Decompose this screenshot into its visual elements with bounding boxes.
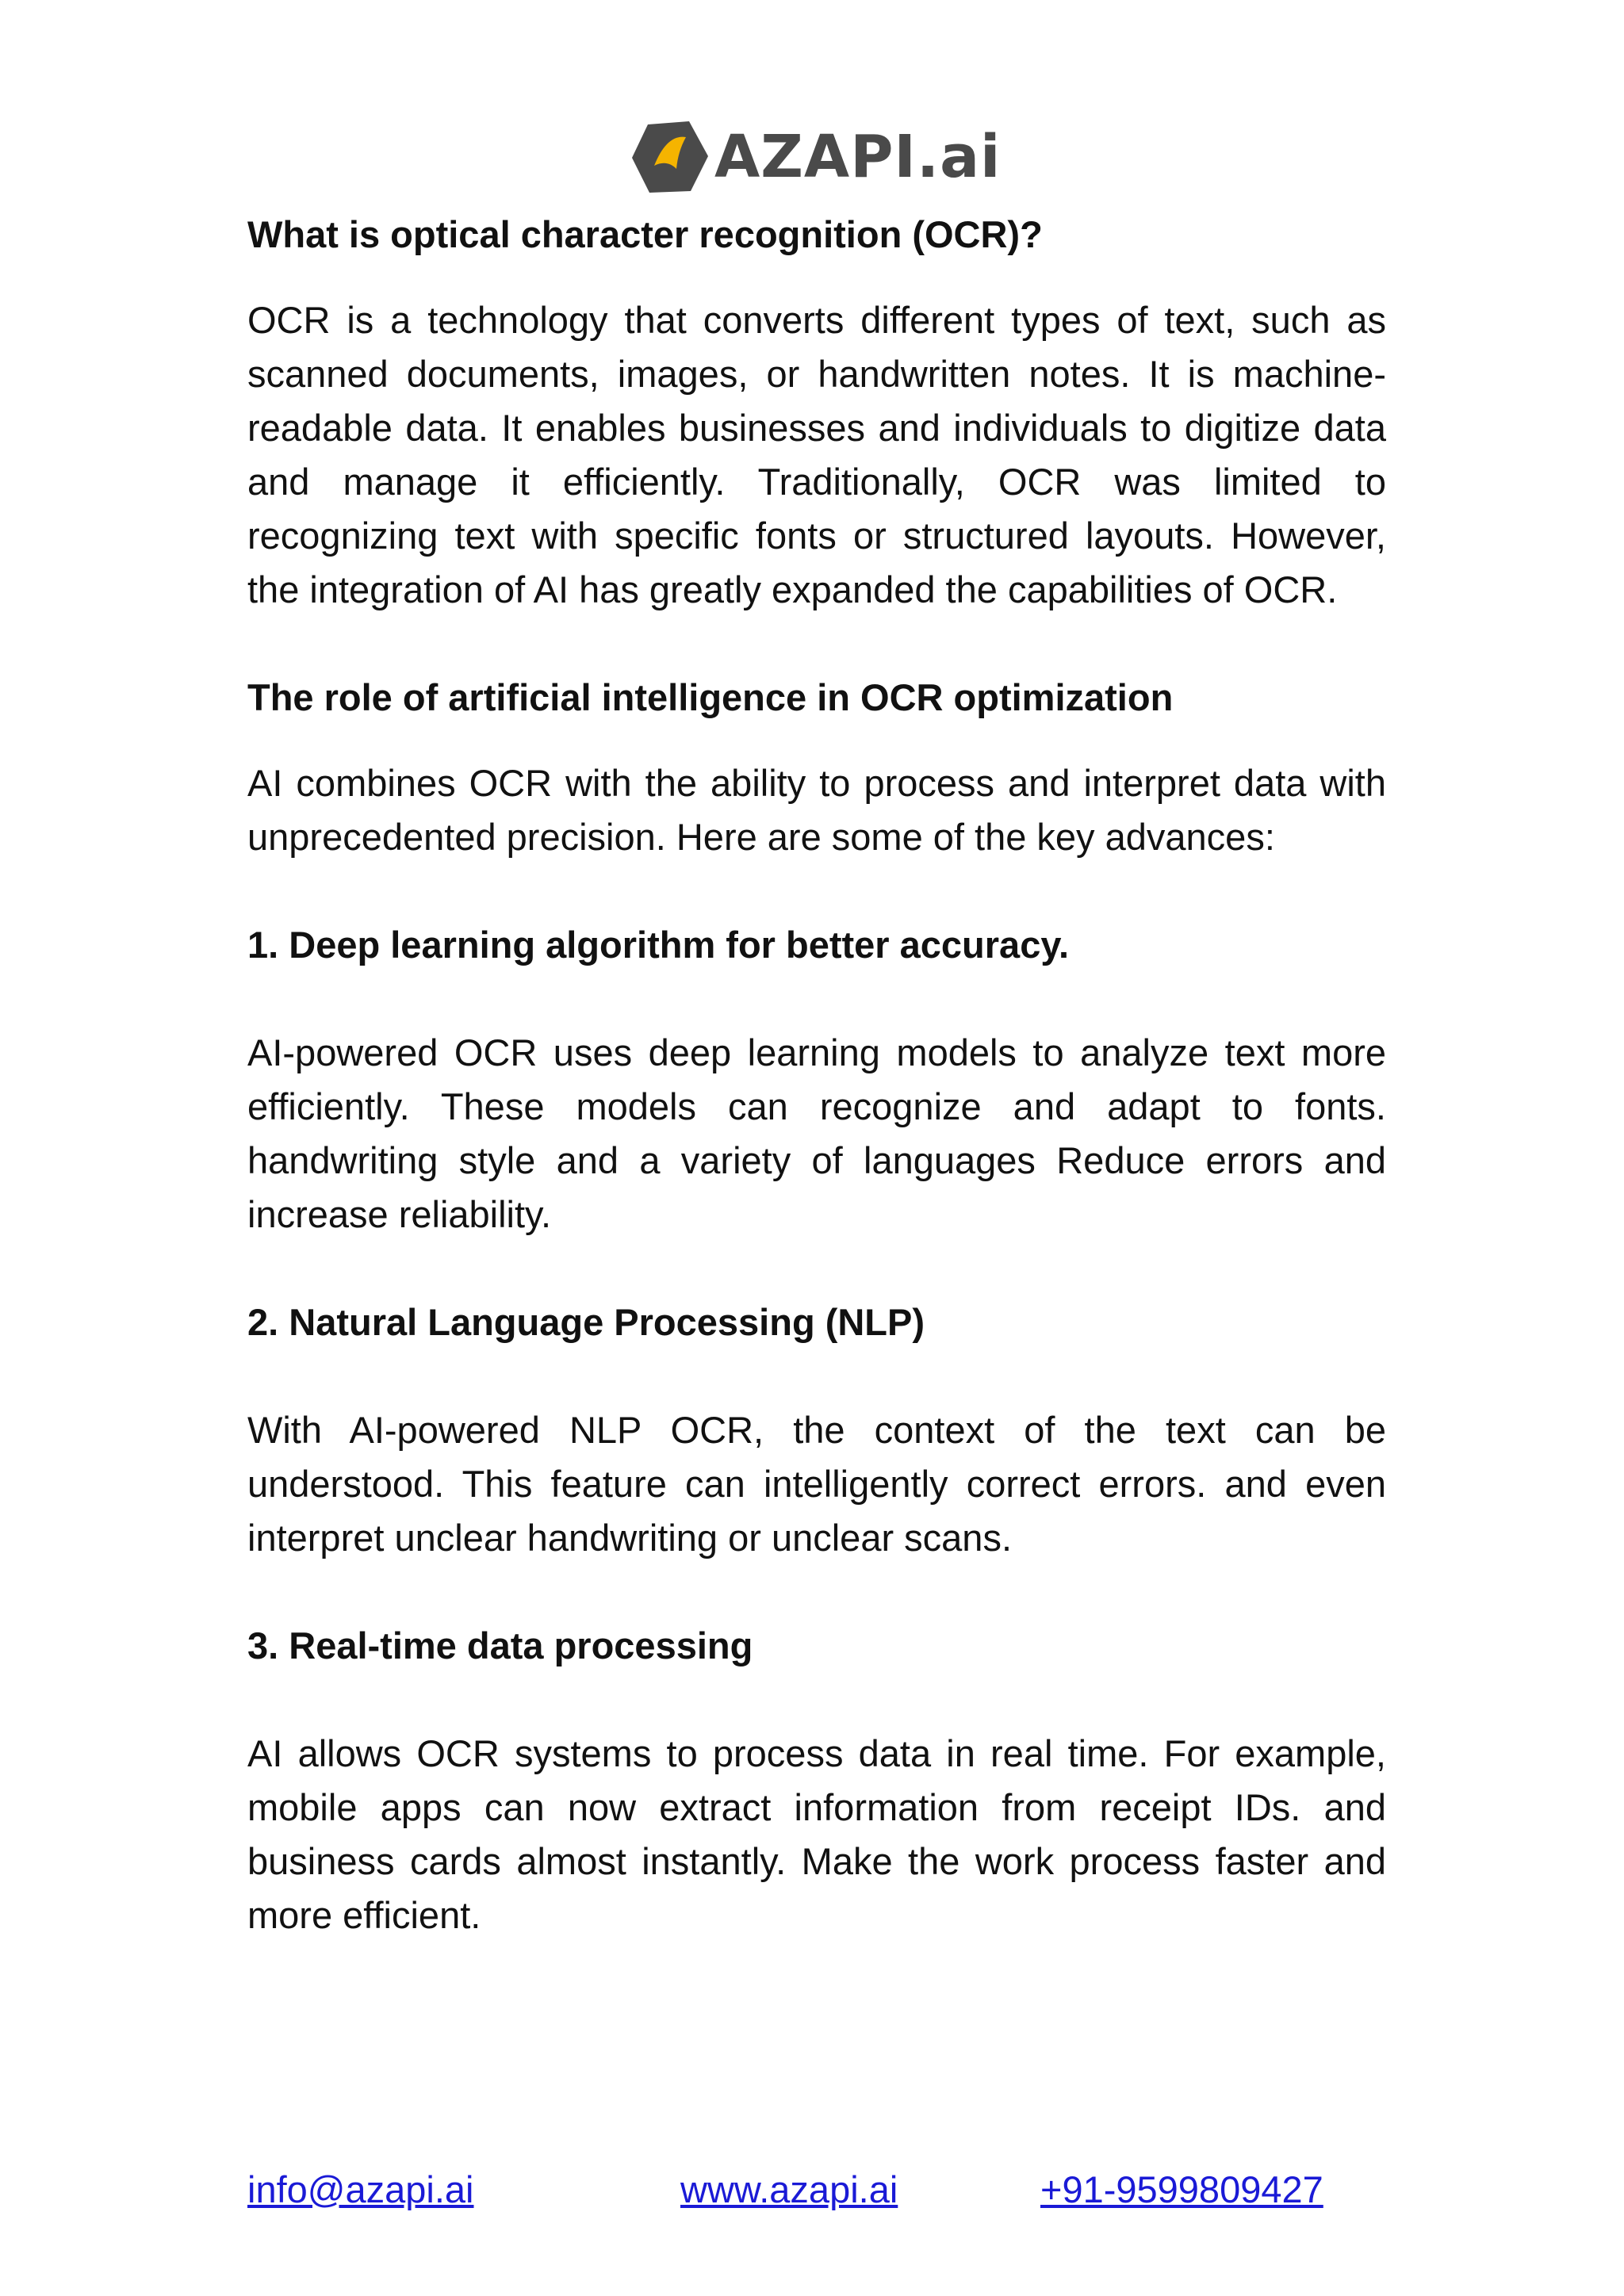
section-heading-ocr: What is optical character recognition (OCR)?: [247, 213, 1043, 255]
footer-email-link[interactable]: info@azapi.ai: [247, 2168, 474, 2210]
section-heading-ai-role: The role of artificial intelligence in OCR optimization: [247, 676, 1174, 718]
section-heading-realtime: 3. Real-time data processing: [247, 1624, 753, 1667]
footer-phone-link[interactable]: +91-9599809427: [1040, 2168, 1323, 2210]
paragraph-ai-role: AI combines OCR with the ability to process and interpret data with unprecedented precision. Here are some of the key advances:: [247, 762, 1386, 858]
section-heading-deep-learning: 1. Deep learning algorithm for better accuracy.: [247, 924, 1070, 966]
paragraph-ocr-intro: OCR is a technology that converts different types of text, such as scanned documents, images, or handwritten notes. It is machine-readable data. It enables businesses and individuals to digitize data and manage it efficiently. Traditionally, OCR was limited to recognizing text with specific fonts or structured layouts. However, the integration of AI has greatly expanded the capabilities of OCR.: [247, 299, 1386, 610]
paragraph-nlp: With AI-powered NLP OCR, the context of the text can be understood. This feature can intelligently correct errors. and even interpret unclear handwriting or unclear scans.: [247, 1409, 1386, 1559]
footer-contacts: [0, 2163, 1624, 2218]
paragraph-deep-learning: AI-powered OCR uses deep learning models to analyze text more efficiently. These models can recognize and adapt to fonts. handwriting style and a variety of languages Reduce errors and increase reliability.: [247, 1031, 1386, 1235]
document-body: [247, 208, 1386, 1942]
footer-website-link[interactable]: www.azapi.ai: [680, 2168, 898, 2210]
brand-logo-text: AZAPI.ai: [714, 123, 1002, 191]
section-heading-nlp: 2. Natural Language Processing (NLP): [247, 1301, 925, 1343]
azapi-hexagon-logo-icon: [630, 120, 710, 194]
brand-logo: [630, 117, 1001, 197]
paragraph-realtime: AI allows OCR systems to process data in real time. For example, mobile apps can now extract information from receipt IDs. and business cards almost instantly. Make the work process faster and more efficient.: [247, 1732, 1386, 1936]
